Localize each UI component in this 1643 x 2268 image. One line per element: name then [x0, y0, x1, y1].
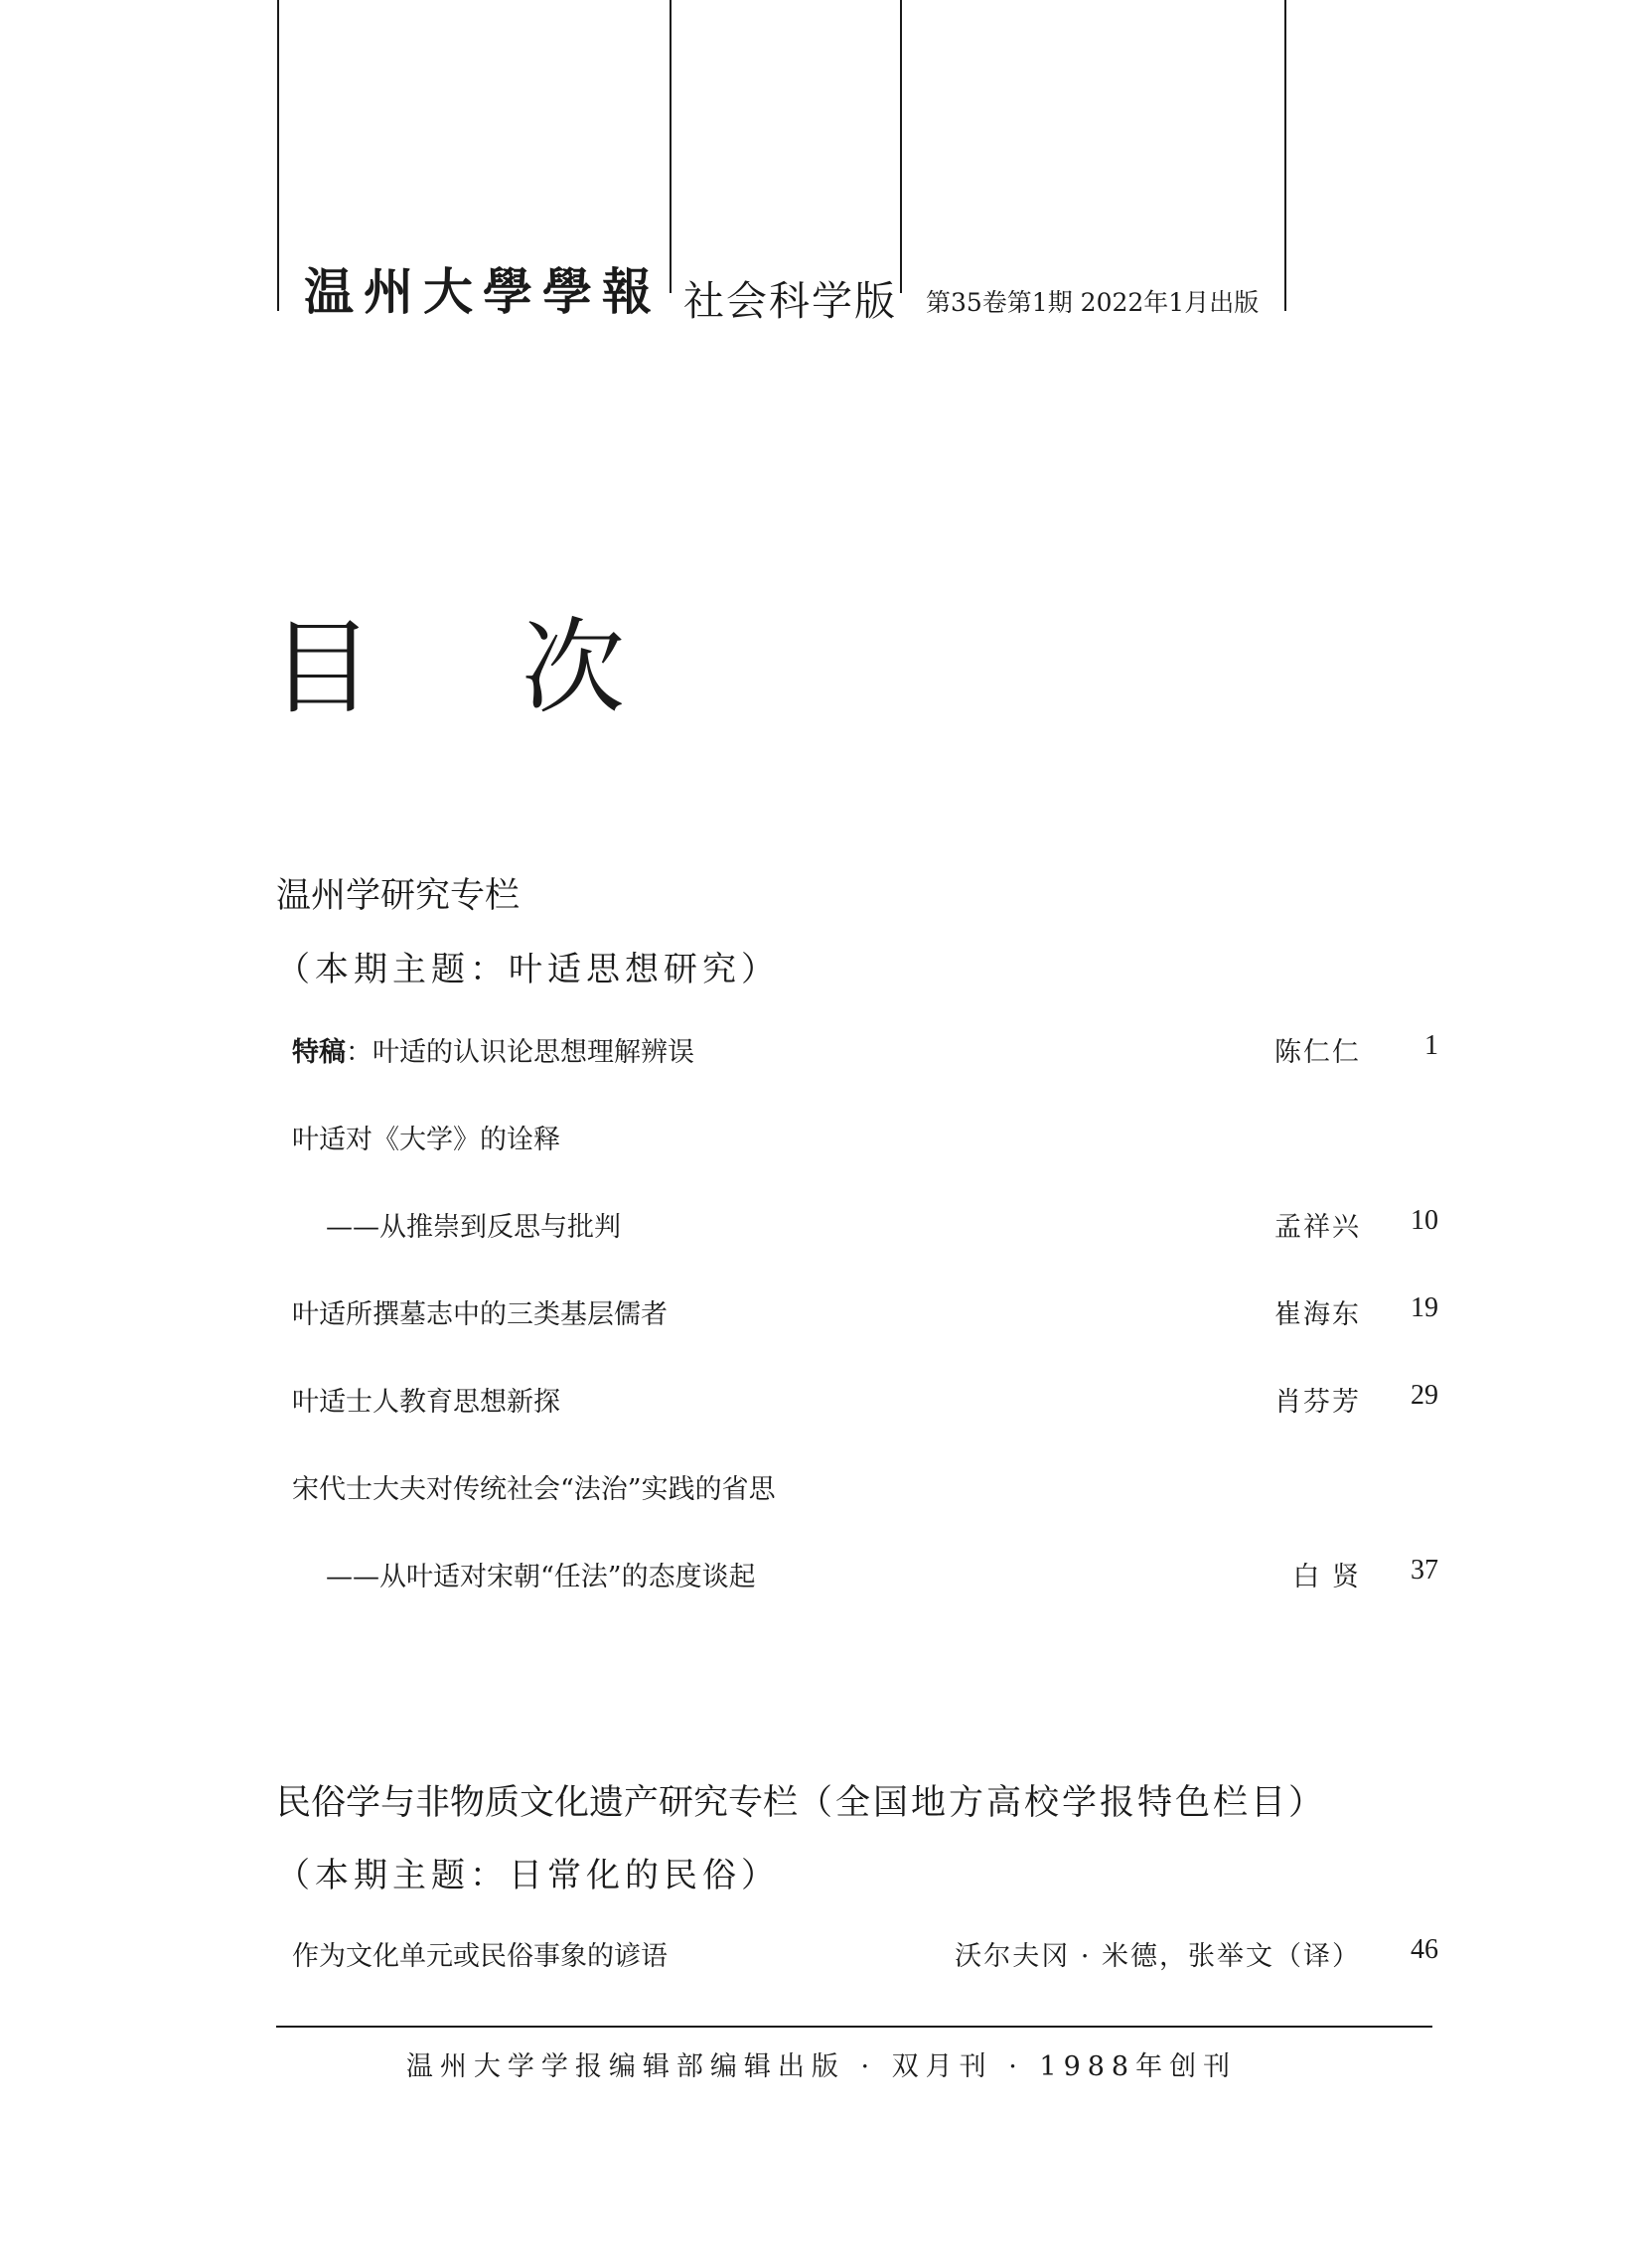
journal-issue: 第35卷第1期 2022年1月出版: [926, 288, 1260, 317]
toc-entry-author: 陈仁仁: [1274, 1037, 1361, 1068]
toc-entry-page: 1: [1424, 1030, 1438, 1061]
toc-entry-author: 沃尔夫冈 · 米德，张举文（译）: [955, 1941, 1361, 1972]
toc-entry-author: 孟祥兴: [1274, 1212, 1361, 1243]
footer-text: 温州大学学报编辑部编辑出版 · 双月刊 · 1988年创刊: [405, 2051, 1238, 2082]
toc-entry-title: 作为文化单元或民俗事象的谚语: [292, 1941, 668, 1972]
page-title: 目 次: [270, 607, 683, 728]
toc-entry-title: [292, 1030, 694, 1069]
toc-entry-author: 白 贤: [1292, 1562, 1361, 1592]
toc-entry-subtitle[interactable]: [292, 1205, 1438, 1247]
header-rule-2: [670, 0, 672, 293]
toc-entry[interactable]: [292, 1934, 1438, 1976]
toc-entry-author: 崔海东: [1274, 1299, 1361, 1330]
toc-entry-title: 宋代士大夫对传统社会“法治”实践的省思: [292, 1474, 776, 1505]
section-title: [276, 868, 520, 918]
toc-entry-title: 叶适对《大学》的诠释: [292, 1125, 560, 1155]
toc-entry[interactable]: [292, 1380, 1438, 1422]
footer-rule: [276, 2026, 1432, 2028]
section-theme: （本期主题：叶适思想研究）: [276, 950, 780, 989]
toc-entry[interactable]: [292, 1030, 1438, 1072]
section-title-text: 温州学研究专栏: [276, 876, 521, 916]
section-title: [276, 1775, 1326, 1825]
section-title-note: （全国地方高校学报特色栏目）: [798, 1783, 1327, 1823]
toc-entry-page: 37: [1411, 1555, 1438, 1586]
toc-entry-subtitle[interactable]: [292, 1555, 1438, 1596]
toc-entry-title-text: ：叶适的认识论思想理解辨误: [346, 1037, 694, 1068]
toc-entry[interactable]: [292, 1467, 1438, 1509]
toc-entry-title: ——从叶适对宋朝“任法”的态度谈起: [326, 1562, 756, 1592]
toc-entry-label: 特稿: [292, 1037, 346, 1068]
journal-title: 温州大學學報: [304, 262, 662, 321]
section-title-text: 民俗学与非物质文化遗产研究专栏: [276, 1783, 799, 1823]
header-rule-1: [277, 0, 279, 311]
section-theme: （本期主题：日常化的民俗）: [276, 1856, 780, 1895]
journal-edition: 社会科学版: [683, 277, 897, 325]
toc-entry[interactable]: [292, 1118, 1438, 1159]
toc-entry[interactable]: [292, 1292, 1438, 1334]
toc-entry-author: 肖芬芳: [1274, 1387, 1361, 1418]
header-rule-4: [1284, 0, 1286, 311]
toc-entry-title: ——从推崇到反思与批判: [326, 1212, 621, 1243]
toc-entry-title: 叶适所撰墓志中的三类基层儒者: [292, 1299, 668, 1330]
toc-entry-page: 10: [1411, 1205, 1438, 1236]
toc-entry-page: 46: [1411, 1934, 1438, 1965]
toc-entry-page: 19: [1411, 1292, 1438, 1323]
header-rule-3: [900, 0, 902, 293]
toc-entry-page: 29: [1411, 1380, 1438, 1411]
toc-entry-title: 叶适士人教育思想新探: [292, 1387, 560, 1418]
